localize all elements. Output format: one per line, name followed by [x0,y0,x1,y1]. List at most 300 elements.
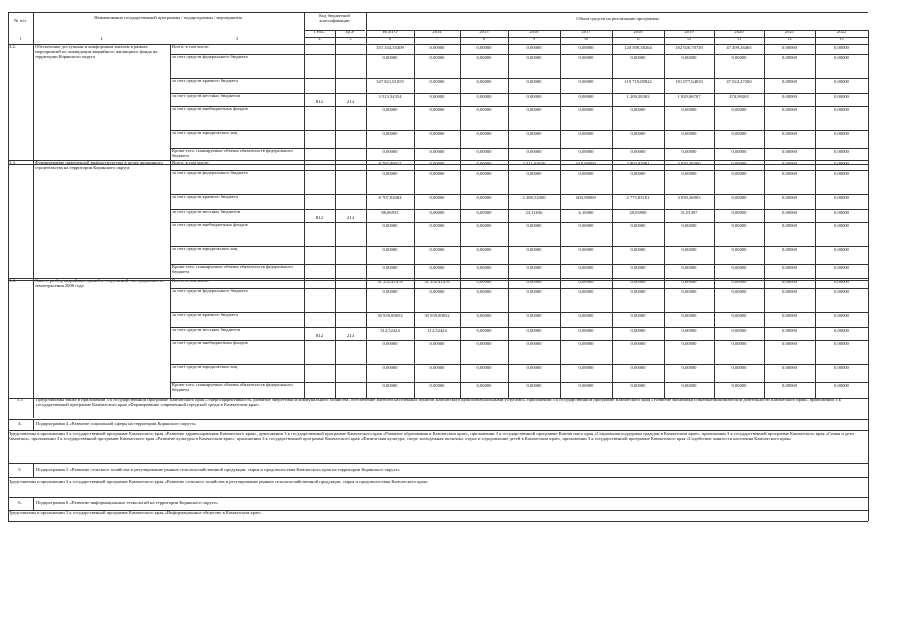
table-rule [8,477,868,478]
column-index: 3 [236,37,238,41]
column-index: 9 [533,37,535,41]
amount-cell: 0,00000 [429,56,445,60]
amount-cell: 0,00000 [681,342,697,346]
funding-source-label: Всего, в том числе: [172,161,210,165]
column-index: 7 [436,37,438,41]
amount-cell: 0,00000 [731,329,747,333]
amount-cell: 0,00000 [681,329,697,333]
amount-cell: 0,00000 [630,132,646,136]
amount-cell: 8 795,89017 [378,162,402,166]
amount-cell: 2 311,63636 [522,162,546,166]
amount-cell: 0,00000 [834,162,849,166]
amount-cell: 0,00000 [834,46,849,50]
funding-source-label: Кроме того, планируемые объемы обязательств федерального бюджета [172,383,293,392]
amount-cell: 0,00000 [578,108,594,112]
amount-cell: 0,00000 [382,266,398,270]
header-csr: ЦСР [345,30,355,34]
amount-cell: 0,00000 [834,108,849,112]
amount-cell: 0,00000 [526,132,542,136]
amount-cell: 0,00000 [782,132,797,136]
csr-code: 213 [346,334,355,339]
column-index: 14 [787,37,792,41]
table-rule [8,160,868,161]
amount-cell: 0,00000 [834,196,849,200]
amount-cell: 0,00000 [526,280,542,284]
amount-cell: 0,00000 [526,46,542,50]
table-rule [508,30,509,398]
amount-cell: 28,03900 [629,211,647,215]
amount-cell: 0,00000 [834,280,849,284]
amount-cell: 181 077,64033 [675,80,703,84]
amount-cell: 312,52424 [427,329,447,333]
table-rule [33,463,34,477]
subprogram-5-title: Подпрограмма 5 «Развитие сельского хозяйства и регулирование рынков сельскохозяйственной продукции, сырья и продовольствия Камчатского края на территории Корякского округа» [36,468,400,472]
csr-code: 213 [346,216,355,221]
amount-cell: 0,00000 [526,108,542,112]
funding-source-label: за счет средств федерального бюджета [172,289,248,293]
amount-cell: 0,00000 [782,108,797,112]
table-rule [815,30,816,398]
column-index: 1 [19,37,22,41]
table-rule [868,398,869,521]
column-index: 12 [687,37,691,41]
amount-cell: 0,00000 [382,132,398,136]
amount-cell: 0,00000 [834,248,849,252]
amount-cell: 0,00000 [834,80,849,84]
subprogram-4-number: 4. [18,422,22,426]
amount-cell: 0,00000 [681,224,697,228]
funding-source-label: Всего, в том числе: [172,45,210,49]
table-rule [8,280,868,281]
amount-cell: 0,00000 [731,266,747,270]
amount-cell: 0,00000 [630,280,646,284]
amount-cell: 31 252,41476 [424,280,450,284]
table-rule [366,12,367,398]
header-year: 2021 [784,30,795,34]
amount-cell: 119 719,09822 [624,80,652,84]
amount-cell: 0,00000 [630,366,646,370]
grbs-code: 812 [315,100,324,105]
header-year: 2014 [432,30,442,34]
funding-source-label: Всего, в том числе: [172,279,210,283]
amount-cell: 474,99265 [729,95,749,99]
amount-cell: 0,00000 [731,196,747,200]
header-year: 2019 [684,30,694,34]
amount-cell: 0,00000 [429,290,445,294]
amount-cell: 0,00000 [782,196,797,200]
column-index: 10 [584,37,588,41]
section-number: 3.3. [9,161,16,165]
amount-cell: 0,00000 [834,211,849,215]
amount-cell: 0,00000 [681,150,697,154]
amount-cell: 0,00000 [578,248,594,252]
amount-cell: 0,00000 [429,196,445,200]
column-index: 8 [483,37,485,41]
amount-cell: 47 024,27200 [726,80,752,84]
amount-cell: 0,00000 [782,172,797,176]
amount-cell: 0,00000 [526,56,542,60]
amount-cell: 0,00000 [630,248,646,252]
column-index: 4 [318,37,321,41]
grbs-code: 812 [315,334,324,339]
amount-cell: 0,00000 [429,384,445,388]
amount-cell: 0,00000 [782,211,797,215]
amount-cell: 0,00000 [782,162,797,166]
amount-cell: 0,00000 [731,224,747,228]
header-year: 2018 [633,30,643,34]
subprogram-4-title: Подпрограмма 4 «Развитие социальной сферы на территории Корякского округа» [36,422,197,426]
amount-cell: 3 070,38300 [677,162,701,166]
amount-cell: 0,00000 [681,280,697,284]
amount-cell: 0,00000 [382,108,398,112]
amount-cell: 0,00000 [526,384,542,388]
amount-cell: 0,00000 [782,290,797,294]
amount-cell: 0,00000 [429,132,445,136]
amount-cell: 2 803,87081 [626,162,650,166]
amount-cell: 0,00000 [526,290,542,294]
amount-cell: 0,00000 [476,46,492,50]
amount-cell: 0,00000 [526,366,542,370]
section-title: Обеспечение доступным и комфортным жильем в рамках мероприятий по ликвидации аварийного жилищного фонда на территории Корякского округа [35,45,158,59]
amount-cell: 0,00000 [429,162,445,166]
table-rule [8,463,868,464]
amount-cell: 1 829,06707 [677,95,701,99]
table-rule [8,164,868,165]
amount-cell: 0,00000 [382,366,398,370]
amount-cell: 0,00000 [630,329,646,333]
amount-cell: 0,00000 [630,314,646,318]
amount-cell: 0,00000 [526,266,542,270]
amount-cell: 0,00000 [429,108,445,112]
amount-cell: 0,00000 [834,266,849,270]
amount-cell: 0,00000 [382,172,398,176]
subprogram-6-number: 6. [18,501,22,505]
amount-cell: 0,00000 [476,95,492,99]
amount-cell: 23,11636 [525,211,543,215]
section-title: Снос и разбор аварийных зданий и сооружений, пострадавших от землетрясения 2006 года [35,279,165,288]
amount-cell: 0,00000 [834,150,849,154]
amount-cell: 0,00000 [630,224,646,228]
amount-cell: 0,00000 [630,150,646,154]
amount-cell: 0,00000 [731,132,747,136]
amount-cell: 0,00000 [429,342,445,346]
amount-cell: 0,00000 [731,172,747,176]
amount-cell: 0,00000 [578,56,594,60]
table-rule [170,44,171,398]
amount-cell: 0,00000 [782,280,797,284]
subprogram-6-text: Представлены в приложении 3 к государственной программе Камчатского края «Информационное общество в Камчатском крае» [8,511,262,515]
amount-cell: 0,00000 [731,150,747,154]
amount-cell: 0,00000 [382,56,398,60]
amount-cell: 312,52424 [380,329,400,333]
amount-cell: 0,00000 [429,172,445,176]
amount-cell: 0,00000 [578,150,594,154]
amount-cell: 0,00000 [731,314,747,318]
amount-cell: 0,00000 [476,366,492,370]
amount-cell: 0,00000 [578,132,594,136]
note-3-5-number: 3.5 [17,398,23,402]
amount-cell: 0,00000 [834,314,849,318]
funding-source-label: за счет средств внебюджетных фондов [172,341,248,345]
funding-source-label: за счет средств федерального бюджета [172,171,248,175]
amount-cell: 0,00000 [476,248,492,252]
table-rule [8,430,868,431]
funding-source-label: за счет средств местных бюджетов [172,94,241,98]
amount-cell: 0,00000 [834,342,849,346]
amount-cell: 30 939,89052 [424,314,450,318]
amount-cell: 31 252,41476 [377,280,403,284]
amount-cell: 0,00000 [578,172,594,176]
grbs-code: 812 [315,216,324,221]
column-index: 2 [100,37,103,41]
amount-cell: 0,00000 [476,266,492,270]
funding-source-label: за счет средств местных бюджетов [172,210,241,214]
amount-cell: 0,00000 [429,150,445,154]
amount-cell: 0,00000 [731,280,747,284]
amount-cell: 0,00000 [476,342,492,346]
column-index: 11 [636,37,640,41]
amount-cell: 0,00000 [834,224,849,228]
header-num: № п/п [14,18,26,23]
header-grbs: ГРБС [314,30,325,34]
table-rule [335,30,336,398]
table-rule [8,12,868,13]
column-index: 6 [389,37,391,41]
table-rule [8,521,868,522]
table-rule [764,30,765,398]
amount-cell: 0,00000 [731,366,747,370]
amount-cell: 0,00000 [476,290,492,294]
amount-cell: 47 499,26465 [726,46,752,50]
amount-cell: 0,00000 [476,132,492,136]
amount-cell: 0,00000 [782,80,797,84]
amount-cell: 0,00000 [630,342,646,346]
amount-cell: 0,00000 [681,366,697,370]
amount-cell: 610,00000 [576,162,596,166]
amount-cell: 0,00000 [382,224,398,228]
amount-cell: 0,00000 [476,172,492,176]
amount-cell: 0,00000 [630,384,646,388]
table-rule [8,44,868,45]
amount-cell: 0,00000 [782,329,797,333]
header-total: ВСЕГО [382,30,398,34]
amount-cell: 0,00000 [382,248,398,252]
section-number: 3.4. [9,279,16,283]
amount-cell: 0,00000 [476,384,492,388]
amount-cell: 0,00000 [429,211,445,215]
amount-cell: 0,00000 [834,95,849,99]
header-volume: Объем средств на реализацию программы [576,16,659,21]
amount-cell: 0,00000 [382,384,398,388]
amount-cell: 0,00000 [429,366,445,370]
amount-cell: 0,00000 [578,329,594,333]
column-index: 13 [737,37,741,41]
table-rule [714,30,715,398]
amount-cell: 0,00000 [429,248,445,252]
table-rule [366,30,868,31]
amount-cell: 0,00000 [834,384,849,388]
amount-cell: 0,00000 [630,266,646,270]
amount-cell: 0,00000 [782,384,797,388]
table-rule [33,398,34,418]
amount-cell: 0,00000 [476,280,492,284]
amount-cell: 0,00000 [578,290,594,294]
funding-source-label: за счет средств внебюджетных фондов [172,223,248,227]
amount-cell: 182 926,70749 [675,46,703,50]
column-index: 5 [349,37,352,41]
subprogram-5-number: 5. [18,468,22,472]
subprogram-6-title: Подпрограмма 6 «Развитие информационных технологий на территории Корякского округа» [36,501,218,505]
amount-cell: 0,00000 [731,211,747,215]
funding-source-label: за счет средств внебюджетных фондов [172,107,248,111]
subprogram-5-text: Представлены в приложении 3 к государственной программе Камчатского края «Развитие сельского хозяйства и регулирование рынков сельскохозяйственной продукции, сырья и продовольствия Камчатского края» [8,480,429,484]
amount-cell: 0,00000 [731,342,747,346]
header-name: Наименование государственной программы / подпрограммы / мероприятия [94,15,242,20]
header-year: 2020 [734,30,744,34]
amount-cell: 0,00000 [681,248,697,252]
amount-cell: 0,00000 [526,342,542,346]
amount-cell: 0,00000 [526,248,542,252]
amount-cell: 0,00000 [630,172,646,176]
funding-source-label: Кроме того, планируемые объемы обязательств федерального бюджета [172,149,293,158]
amount-cell: 603,90000 [576,196,596,200]
amount-cell: 0,00000 [578,280,594,284]
table-rule [33,12,34,398]
amount-cell: 351 334,35409 [376,46,404,50]
table-rule [8,497,868,498]
amount-cell: 0,00000 [476,211,492,215]
table-rule [8,510,868,511]
table-rule [8,12,9,398]
amount-cell: 0,00000 [429,224,445,228]
amount-cell: 0,00000 [526,314,542,318]
amount-cell: 0,00000 [476,56,492,60]
amount-cell: 0,00000 [578,95,594,99]
funding-source-label: за счет средств федерального бюджета [172,55,248,59]
amount-cell: 0,00000 [630,56,646,60]
amount-cell: 0,00000 [681,290,697,294]
table-rule [304,12,305,398]
table-rule [304,37,868,38]
funding-source-label: за счет средств юридических лиц [172,131,238,135]
table-rule [8,398,9,521]
amount-cell: 0,00000 [731,384,747,388]
amount-cell: 0,00000 [526,329,542,333]
table-rule [8,419,868,420]
amount-cell: 6,10000 [578,211,594,215]
amount-cell: 0,00000 [834,172,849,176]
amount-cell: 88,86933 [381,211,399,215]
section-number: 3.2. [9,45,16,49]
amount-cell: 0,00000 [782,266,797,270]
amount-cell: 0,00000 [782,150,797,154]
amount-cell: 0,00000 [476,80,492,84]
amount-cell: 0,00000 [834,329,849,333]
table-rule [8,398,868,399]
amount-cell: 0,00000 [578,366,594,370]
amount-cell: 8 707,02084 [378,196,402,200]
amount-cell: 0,00000 [681,56,697,60]
amount-cell: 0,00000 [731,56,747,60]
amount-cell: 0,00000 [782,95,797,99]
amount-cell: 2 288,52000 [522,196,546,200]
amount-cell: 0,00000 [429,80,445,84]
table-rule [33,419,34,430]
amount-cell: 0,00000 [429,266,445,270]
funding-source-label: за счет средств юридических лиц [172,365,238,369]
amount-cell: 0,00000 [630,108,646,112]
amount-cell: 0,00000 [731,248,747,252]
amount-cell: 0,00000 [476,150,492,154]
amount-cell: 2 775,83181 [626,196,650,200]
amount-cell: 0,00000 [578,80,594,84]
amount-cell: 3 513,34354 [378,95,402,99]
amount-cell: 0,00000 [526,150,542,154]
amount-cell: 0,00000 [834,366,849,370]
amount-cell: 0,00000 [578,266,594,270]
amount-cell: 0,00000 [578,46,594,50]
amount-cell: 0,00000 [578,314,594,318]
amount-cell: 3 039,36903 [677,196,701,200]
amount-cell: 0,00000 [834,132,849,136]
amount-cell: 0,00000 [429,46,445,50]
header-year: 2017 [581,30,591,34]
amount-cell: 0,00000 [834,56,849,60]
amount-cell: 0,00000 [681,384,697,388]
amount-cell: 0,00000 [731,162,747,166]
amount-cell: 0,00000 [526,224,542,228]
amount-cell: 1 209,28382 [626,95,650,99]
amount-cell: 347 821,01055 [376,80,404,84]
table-rule [664,30,665,398]
header-year: 2016 [529,30,539,34]
amount-cell: 0,00000 [681,132,697,136]
table-rule [460,30,461,398]
funding-source-label: за счет средств краевого бюджета [172,79,238,83]
funding-source-label: Кроме того, планируемые объемы обязательств федерального бюджета [172,265,293,274]
amount-cell: 0,00000 [429,95,445,99]
table-rule [612,30,613,398]
funding-source-label: за счет средств юридических лиц [172,247,238,251]
table-rule [33,497,34,510]
amount-cell: 31,01397 [680,211,698,215]
amount-cell: 0,00000 [681,314,697,318]
amount-cell: 0,00000 [731,290,747,294]
amount-cell: 0,00000 [476,329,492,333]
amount-cell: 0,00000 [782,366,797,370]
amount-cell: 0,00000 [476,108,492,112]
header-year: 2022 [836,30,847,34]
amount-cell: 0,00000 [476,162,492,166]
amount-cell: 0,00000 [681,266,697,270]
amount-cell: 0,00000 [578,384,594,388]
funding-source-label: за счет средств краевого бюджета [172,195,238,199]
amount-cell: 0,00000 [526,80,542,84]
csr-code: 213 [346,100,355,105]
table-rule [414,30,415,398]
amount-cell: 0,00000 [782,46,797,50]
amount-cell: 0,00000 [681,108,697,112]
note-3-5-text: Представлены также в приложении 3 к государственной программе Камчатского края «Энергоэффективность, развитие энергетики и коммунального хозяйства, обеспечение жителей населенных пунктов Камчатского края коммунальными услугами», приложении 3 к государственной программе Камчатского края «Развитие экономики и внешнеэкономической деятельности Камчатского края», приложении 3 к государственной программе Камчатского края «Формирование современной городской среды в Камчатском крае» [36,398,841,407]
amount-cell: 0,00000 [782,314,797,318]
amount-cell: 0,00000 [526,172,542,176]
section-title: Формирование инженерной инфраструктуры в целях жилищного строительства на территории Корякского округа [35,161,163,170]
amount-cell: 0,00000 [731,108,747,112]
table-rule [8,278,868,279]
amount-cell: 0,00000 [578,342,594,346]
funding-source-label: за счет средств краевого бюджета [172,313,238,317]
header-year: 2015 [479,30,489,34]
